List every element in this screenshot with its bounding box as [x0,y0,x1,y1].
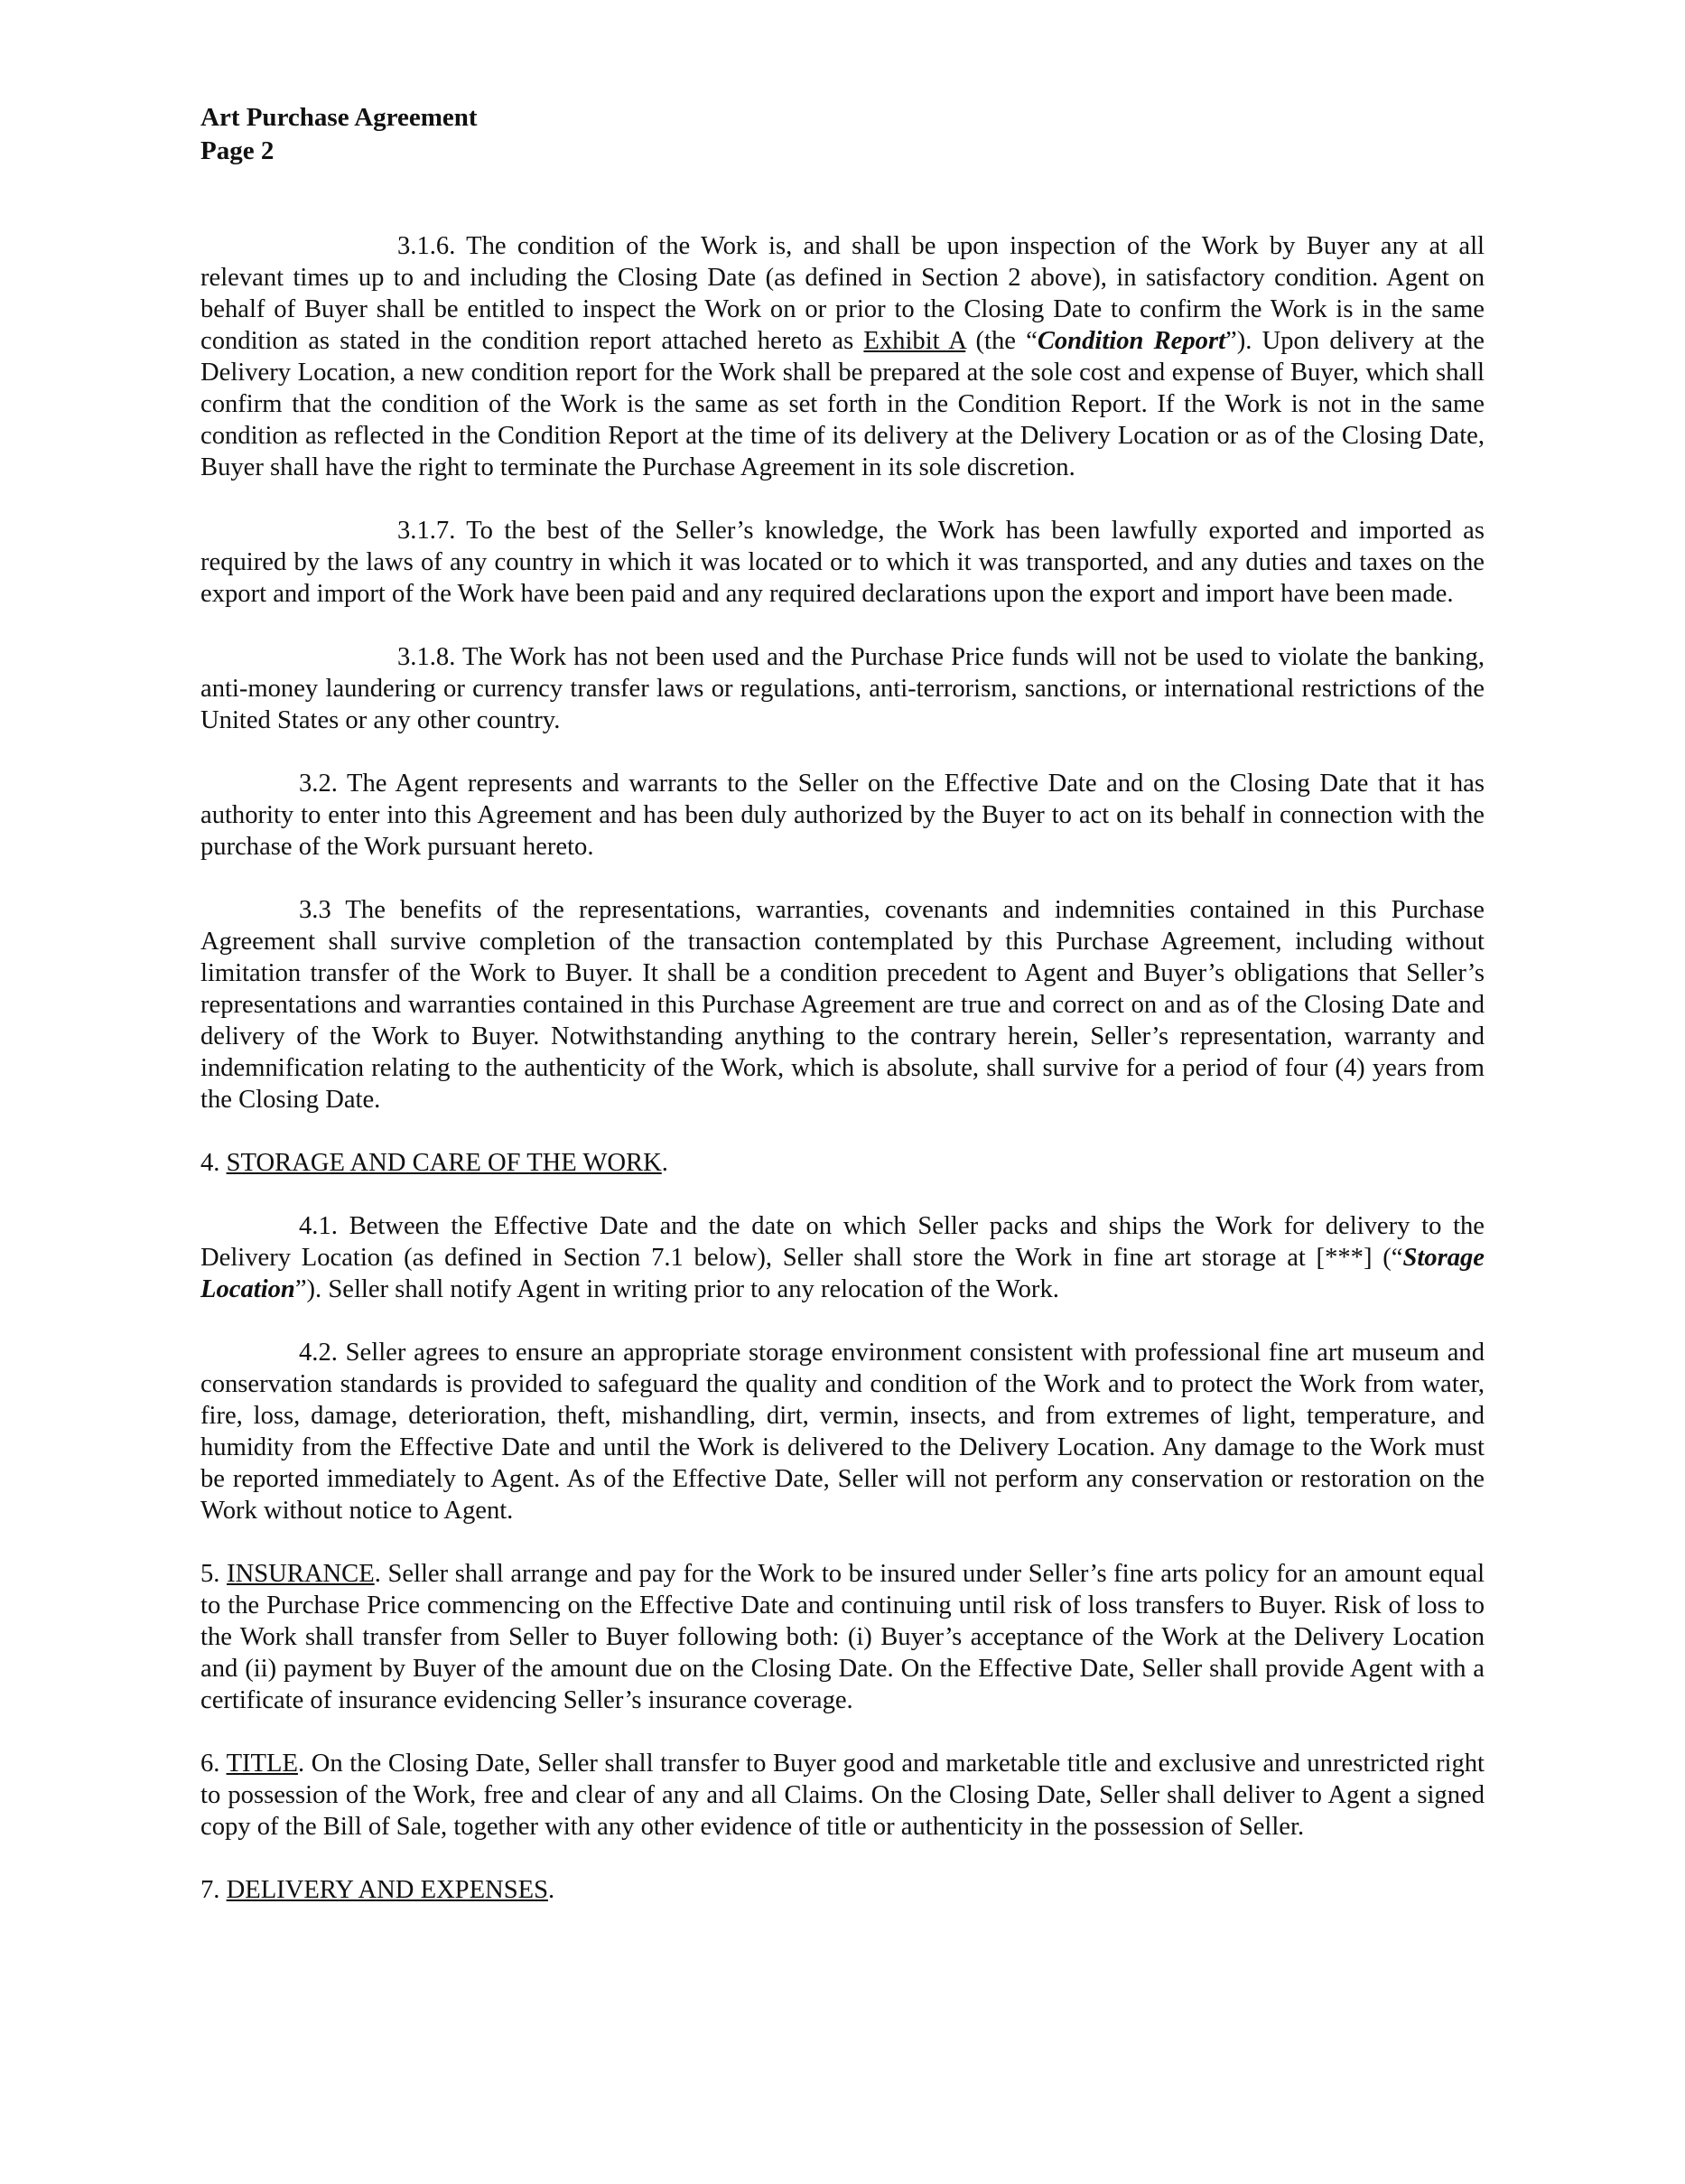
document-body [200,230,1485,1937]
defined-term-storage-location: Storage Location [200,1244,1485,1303]
page-header [200,101,478,168]
exhibit-a-link: Exhibit A [863,327,966,355]
paragraph-4-1: 4.1. Between the Effective Date and the date on which Seller packs and ships the Work for delivery to the Delivery Location (as defined in Section 7.1 below), Seller shall store the Work in fine art storage at [***] (“Storage Location”). Seller shall notify Agent in writing prior to any relocation of the Work. [200,1212,1485,1303]
defined-term-condition-report: Condition Report [1037,327,1226,355]
section-4-heading: 4. STORAGE AND CARE OF THE WORK. [200,1149,668,1177]
paragraph-4-2: 4.2. Seller agrees to ensure an appropriate storage environment consistent with professional fine art museum and conservation standards is provided to safeguard the quality and condition of the Work and to protect the Work from water, fire, loss, damage, deterioration, theft, mishandling, dirt, vermin, insects, and from extremes of light, temperature, and humidity from the Effective Date and until the Work is delivered to the Delivery Location. Any damage to the Work must be reported immediately to Agent. As of the Effective Date, Seller will not perform any conservation or restoration on the Work without notice to Agent. [200,1339,1485,1525]
section-6-title: 6. TITLE. On the Closing Date, Seller shall transfer to Buyer good and marketable title and exclusive and unrestricted right to possession of the Work, free and clear of any and all Claims. On the Closing Date, Seller shall deliver to Agent a signed copy of the Bill of Sale, together with any other evidence of title or authenticity in the possession of Seller. [200,1750,1485,1841]
section-6-heading: TITLE [226,1750,298,1778]
section-7-heading: 7. DELIVERY AND EXPENSES. [200,1876,555,1904]
paragraph-3-3: 3.3 The benefits of the representations, warranties, covenants and indemnities contained in this Purchase Agreement shall survive completion of the transaction contemplated by this Purchase Agreement, including without limitation transfer of the Work to Buyer. It shall be a condition precedent to Agent and Buyer’s obligations that Seller’s representations and warranties contained in this Purchase Agreement are true and correct on and as of the Closing Date and delivery of the Work to Buyer. Notwithstanding anything to the contrary herein, Seller’s representation, warranty and indemnification relating to the authenticity of the Work, which is absolute, shall survive for a period of four (4) years from the Closing Date. [200,896,1485,1114]
section-7-title: DELIVERY AND EXPENSES [226,1876,548,1904]
paragraph-3-2: 3.2. The Agent represents and warrants to the Seller on the Effective Date and on the Closing Date that it has authority to enter into this Agreement and has been duly authorized by the Buyer to act on its behalf in connection with the purchase of the Work pursuant hereto. [200,770,1485,861]
section-5-title: INSURANCE [227,1560,375,1588]
page-number: Page 2 [200,136,275,165]
paragraph-3-1-8: 3.1.8. The Work has not been used and the Purchase Price funds will not be used to violate the banking, anti-money laundering or currency transfer laws or regulations, anti-terrorism, sanctions, or international restrictions of the United States or any other country. [200,643,1485,734]
section-4-title: STORAGE AND CARE OF THE WORK [226,1149,662,1177]
paragraph-3-1-7: 3.1.7. To the best of the Seller’s knowledge, the Work has been lawfully exported and imported as required by the laws of any country in which it was located or to which it was transported, and any duties and taxes on the export and import of the Work have been paid and any required declarations upon the export and import have been made. [200,517,1485,608]
document-title: Art Purchase Agreement [200,103,478,132]
section-5-insurance: 5. INSURANCE. Seller shall arrange and pay for the Work to be insured under Seller’s fine arts policy for an amount equal to the Purchase Price commencing on the Effective Date and continuing until risk of loss transfers to Buyer. Risk of loss to the Work shall transfer from Seller to Buyer following both: (i) Buyer’s acceptance of the Work at the Delivery Location and (ii) payment by Buyer of the amount due on the Closing Date. On the Effective Date, Seller shall provide Agent with a certificate of insurance evidencing Seller’s insurance coverage. [200,1560,1485,1714]
paragraph-3-1-6: 3.1.6. The condition of the Work is, and shall be upon inspection of the Work by Buyer any at all relevant times up to and including the Closing Date (as defined in Section 2 above), in satisfactory condition. Agent on behalf of Buyer shall be entitled to inspect the Work on or prior to the Closing Date to confirm the Work is in the same condition as stated in the condition report attached hereto as Exhibit A (the “Condition Report”). Upon delivery at the Delivery Location, a new condition report for the Work shall be prepared at the sole cost and expense of Buyer, which shall confirm that the condition of the Work is the same as set forth in the Condition Report. If the Work is not in the same condition as reflected in the Condition Report at the time of its delivery at the Delivery Location or as of the Closing Date, Buyer shall have the right to terminate the Purchase Agreement in its sole discretion. [200,232,1485,481]
